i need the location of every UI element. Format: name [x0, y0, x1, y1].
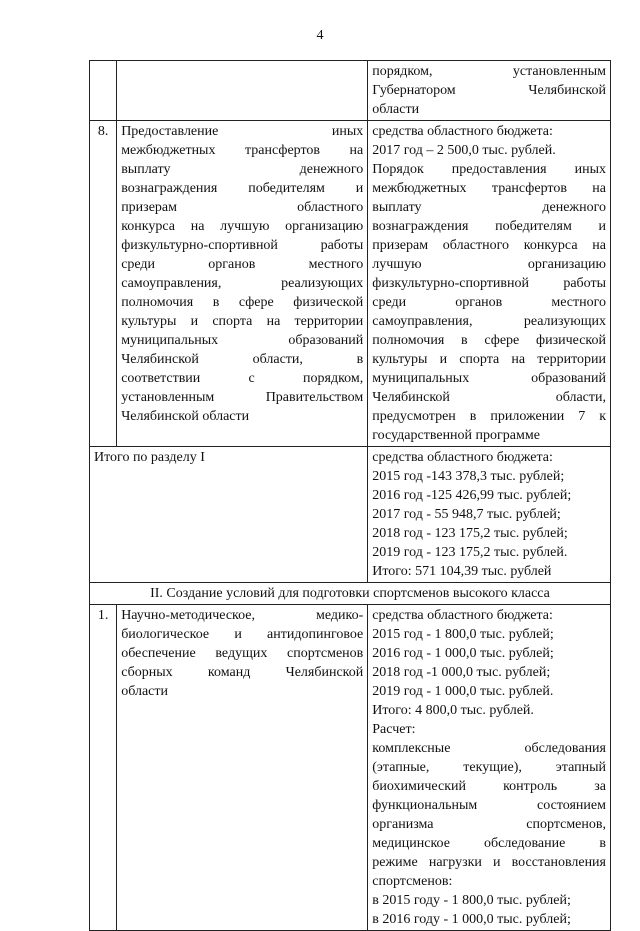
activity-line: Челябинской области, в [121, 352, 364, 367]
funding-line: физкультурно-спортивной работы [372, 276, 606, 291]
activity-line: вознаграждения победителям и [121, 181, 364, 196]
funding-line: средства областного бюджета: [372, 124, 553, 139]
funding-line: культуры и спорта на территории [372, 352, 606, 367]
funding-line: в 2015 году - 1 800,0 тыс. рублей; [372, 893, 571, 908]
funding-line: организма спортсменов, [372, 817, 606, 832]
total-label-cell: Итого по разделу I [90, 447, 368, 583]
section-heading: II. Создание условий для подготовки спортсменов высокого класса [90, 583, 611, 605]
funding-line: выплату денежного [372, 200, 606, 215]
activity-line: Научно-методическое, медико- [121, 608, 364, 623]
activity-line: установленным Правительством [121, 390, 364, 405]
funding-line: муниципальных образований [372, 371, 606, 386]
funding-line: 2019 год - 123 175,2 тыс. рублей. [372, 545, 568, 560]
funding-line: Итого: 571 104,39 тыс. рублей [372, 564, 552, 579]
activity-line: обеспечение ведущих спортсменов [121, 646, 364, 661]
funding-line: 2016 год -125 426,99 тыс. рублей; [372, 488, 572, 503]
program-activities-table [89, 60, 611, 931]
activity-line: межбюджетных трансфертов на [121, 143, 364, 158]
table-row-section-heading [90, 583, 611, 605]
funding-line: 2017 год – 2 500,0 тыс. рублей. [372, 143, 556, 158]
funding-line: комплексные обследования [372, 741, 606, 756]
funding-line: порядком, установленным [372, 64, 606, 79]
funding-line: медицинское обследование в [372, 836, 606, 851]
funding-line: режиме нагрузки и восстановления [372, 855, 606, 870]
funding-line: средства областного бюджета: [372, 608, 553, 623]
funding-line: среди органов местного [372, 295, 606, 310]
activity-line: полномочия в сфере физической [121, 295, 364, 310]
funding-line: области [372, 102, 420, 117]
table-row-8 [90, 121, 611, 447]
activity-name-cell [117, 605, 368, 931]
funding-line: предусмотрен в приложении 7 к [372, 409, 606, 424]
funding-line: полномочия в сфере физической [372, 333, 606, 348]
table-row-continued [90, 61, 611, 121]
funding-line: 2015 год - 1 800,0 тыс. рублей; [372, 627, 554, 642]
activity-line: среди органов местного [121, 257, 364, 272]
activity-line: биологическое и антидопинговое [121, 627, 364, 642]
row-number-cell [90, 61, 117, 121]
activity-line: Челябинской области [121, 409, 250, 424]
funding-line: призерам областного конкурса на [372, 238, 606, 253]
funding-line: 2015 год -143 378,3 тыс. рублей; [372, 469, 565, 484]
funding-line: Порядок предоставления иных [372, 162, 606, 177]
funding-line: вознаграждения победителям и [372, 219, 606, 234]
activity-line: конкурса на лучшую организацию [121, 219, 364, 234]
funding-line: 2018 год -1 000,0 тыс. рублей; [372, 665, 551, 680]
funding-cell [368, 447, 611, 583]
funding-line: Челябинской области, [372, 390, 606, 405]
funding-cell [368, 61, 611, 121]
activity-line: Предоставление иных [121, 124, 364, 139]
activity-line: самоуправления, реализующих [121, 276, 364, 291]
funding-line: средства областного бюджета: [372, 450, 553, 465]
funding-line: (этапные, текущие), этапный [372, 760, 606, 775]
funding-line: 2019 год - 1 000,0 тыс. рублей. [372, 684, 554, 699]
funding-line: биохимический контроль за [372, 779, 606, 794]
table-row-1 [90, 605, 611, 931]
funding-line: Расчет: [372, 722, 416, 737]
activity-line: муниципальных образований [121, 333, 364, 348]
funding-line: в 2016 году - 1 000,0 тыс. рублей; [372, 912, 571, 927]
activity-line: призерам областного [121, 200, 364, 215]
activity-name-cell [117, 121, 368, 447]
funding-line: государственной программе [372, 428, 540, 443]
funding-line: спортсменов: [372, 874, 453, 889]
activity-line: соответствии с порядком, [121, 371, 364, 386]
funding-line: 2016 год - 1 000,0 тыс. рублей; [372, 646, 554, 661]
row-number-cell: 8. [90, 121, 117, 447]
activity-line: области [121, 684, 168, 699]
funding-cell [368, 121, 611, 447]
funding-line: 2018 год - 123 175,2 тыс. рублей; [372, 526, 568, 541]
activity-line: сборных команд Челябинской [121, 665, 364, 680]
activity-line: культуры и спорта на территории [121, 314, 364, 329]
funding-line: функциональным состоянием [372, 798, 606, 813]
row-number-cell: 1. [90, 605, 117, 931]
funding-line: Губернатором Челябинской [372, 83, 606, 98]
table-row-total-section-1 [90, 447, 611, 583]
activity-line: выплату денежного [121, 162, 364, 177]
funding-cell [368, 605, 611, 931]
funding-line: 2017 год - 55 948,7 тыс. рублей; [372, 507, 561, 522]
activity-line: физкультурно-спортивной работы [121, 238, 364, 253]
funding-line: Итого: 4 800,0 тыс. рублей. [372, 703, 534, 718]
funding-line: межбюджетных трансфертов на [372, 181, 606, 196]
funding-line: самоуправления, реализующих [372, 314, 606, 329]
funding-line: лучшую организацию [372, 257, 606, 272]
page-number: 4 [316, 28, 324, 43]
activity-name-cell [117, 61, 368, 121]
